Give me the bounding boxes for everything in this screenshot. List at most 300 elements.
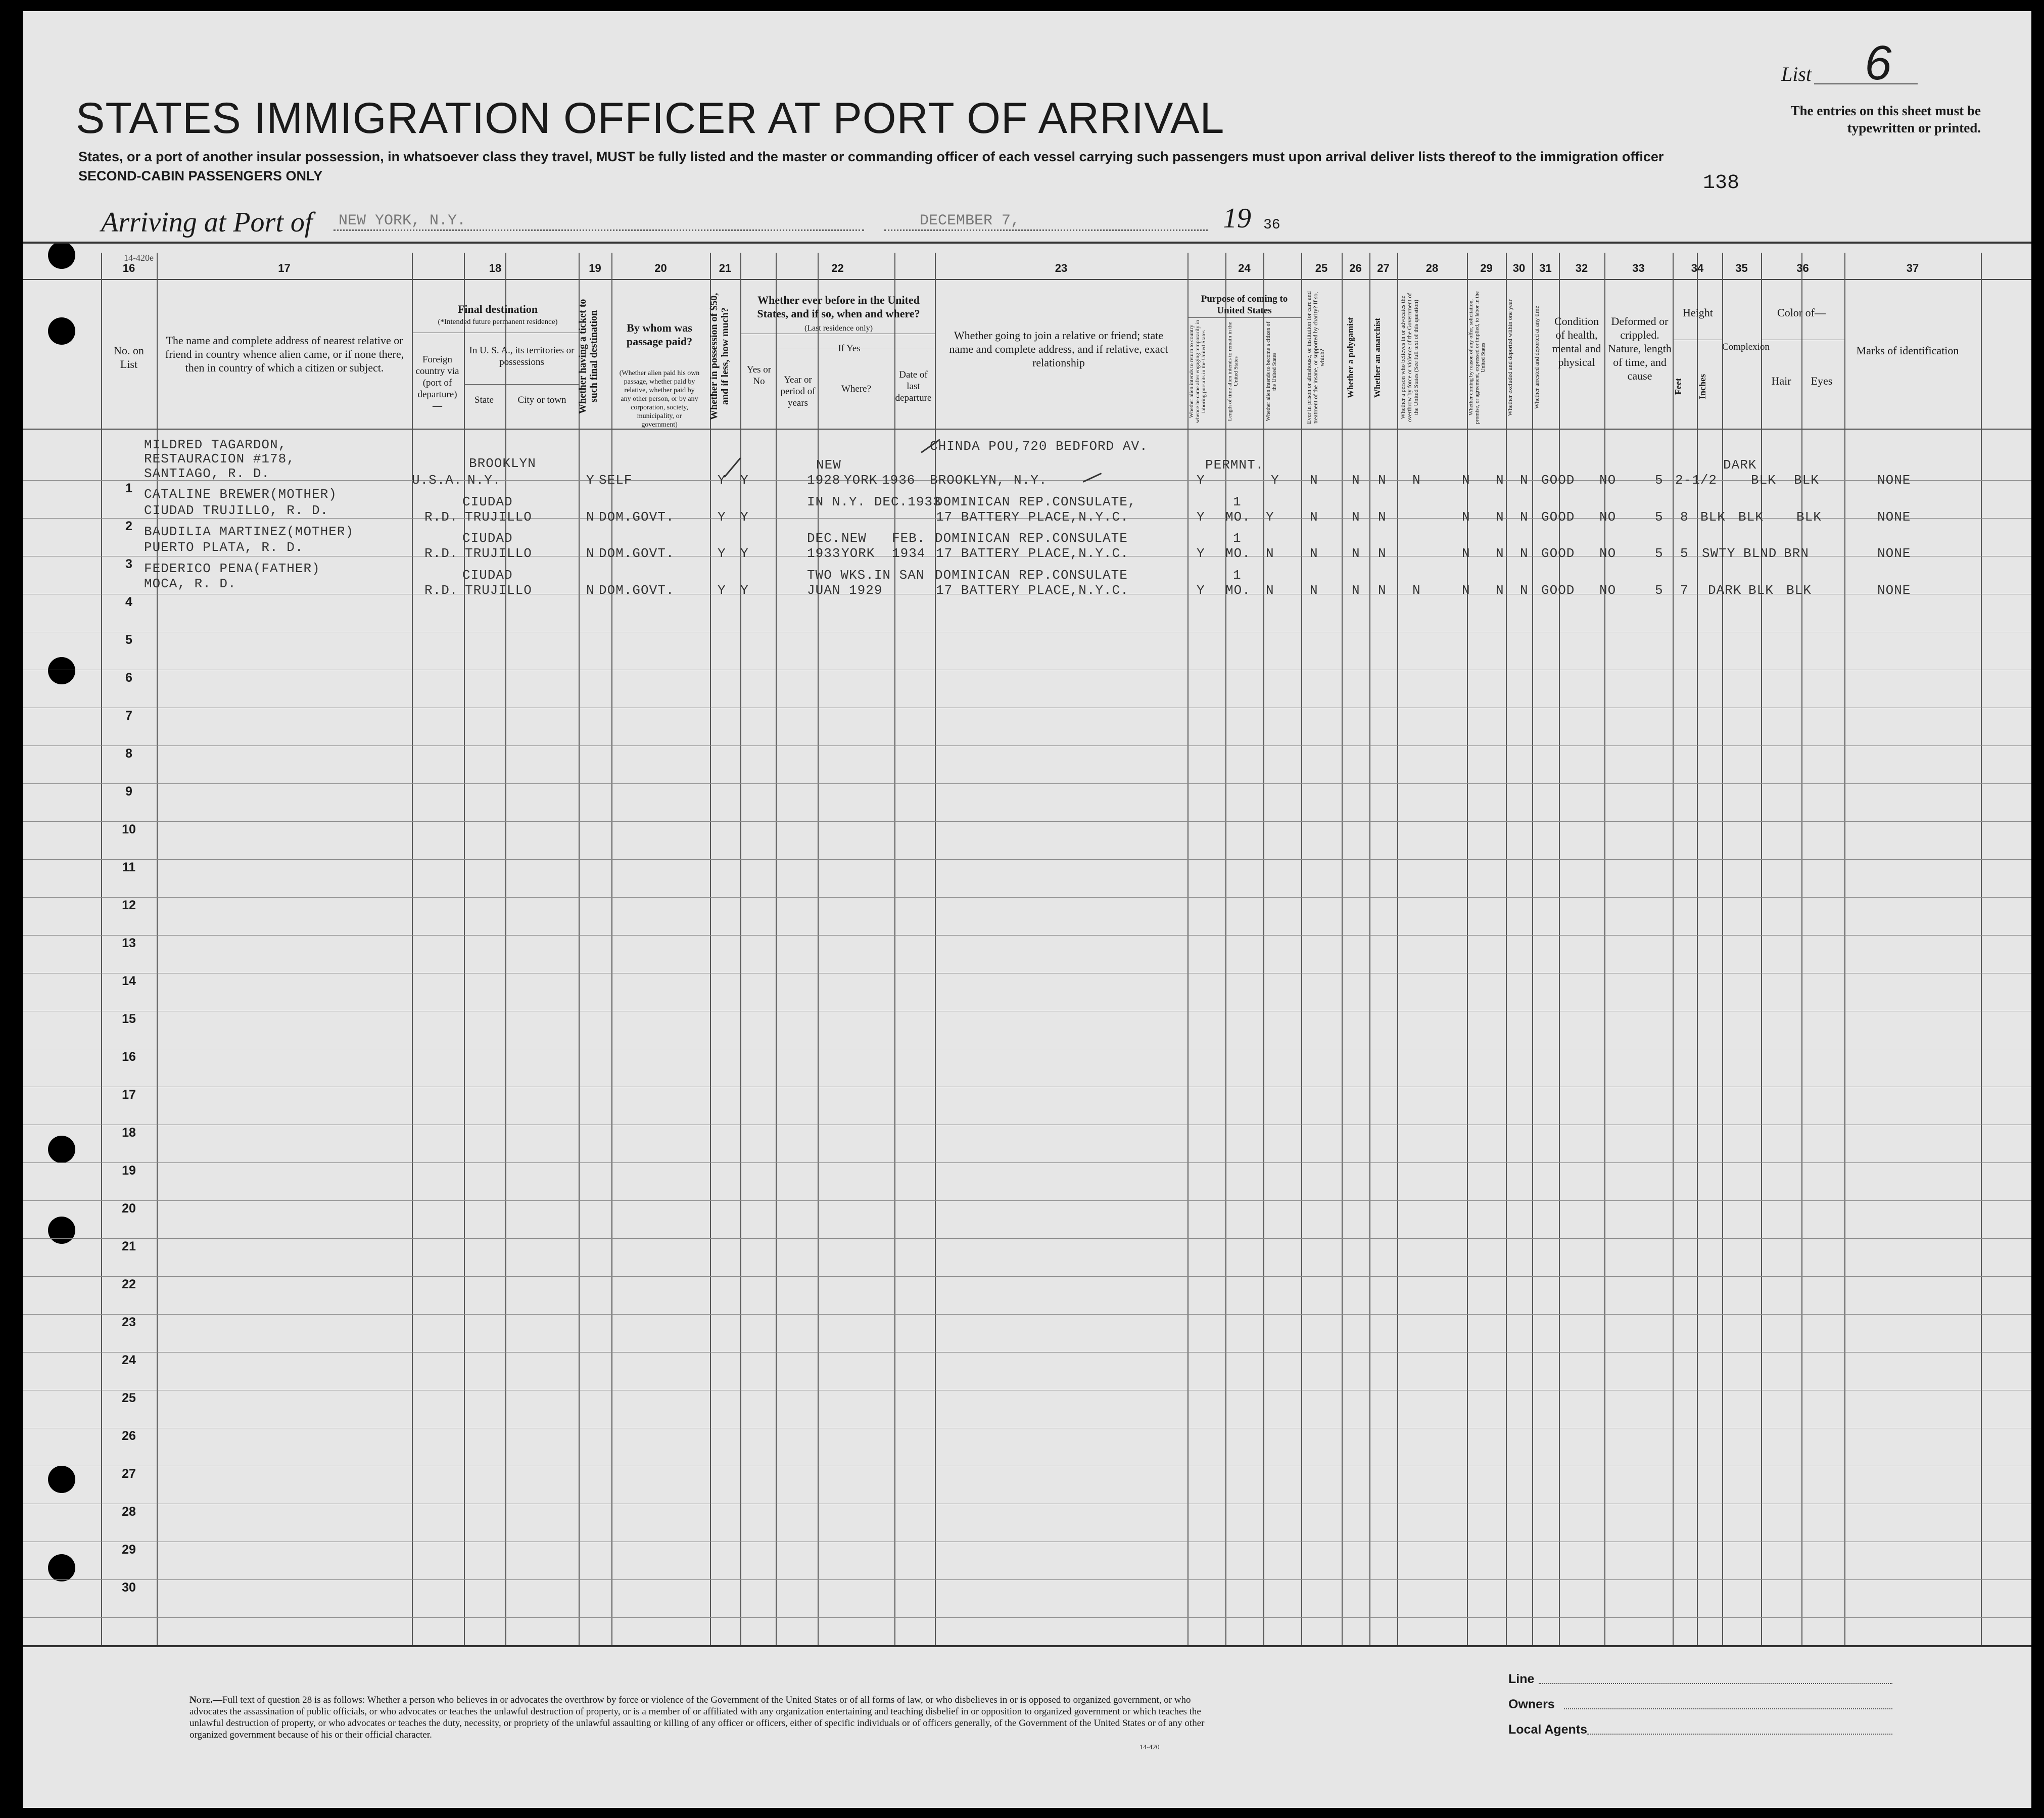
- header-where: Where?: [841, 384, 872, 394]
- row-rule: [23, 859, 2031, 860]
- header-complexion: Complexion: [1722, 342, 1770, 352]
- entry-passage: DOM.GOVT.: [599, 546, 675, 561]
- row-rule: [23, 1579, 2031, 1580]
- row-number: 22: [122, 1277, 136, 1291]
- entry-purpose-return: Y: [1197, 509, 1205, 525]
- column-number: 30: [1512, 262, 1526, 274]
- entry-c29: N: [1462, 546, 1470, 561]
- header-feet: Feet: [1673, 378, 1683, 395]
- entry-marks: NONE: [1877, 583, 1911, 598]
- entry-relative-city: MOCA, R. D.: [144, 576, 236, 591]
- header-join-relative: Whether going to join a relative or friend; state name and complete address, and if relative, exact relationship: [949, 329, 1168, 369]
- header-last-residence: (Last residence only): [804, 324, 873, 333]
- row-number: 12: [122, 898, 136, 912]
- entry-deformed: NO: [1599, 583, 1617, 598]
- column-rule: [101, 253, 102, 1645]
- entry-c30: N: [1496, 546, 1504, 561]
- column-rule: [1187, 253, 1189, 1645]
- colnum-rule: [23, 279, 2031, 280]
- header-passage-paid: By whom was passage paid?: [626, 321, 693, 348]
- entry-hair: BLK: [1738, 509, 1764, 525]
- page-number: 138: [1703, 172, 1740, 195]
- row-number: 27: [122, 1467, 136, 1481]
- header-year-period: Year or period of years: [780, 375, 816, 408]
- row-number: 30: [122, 1580, 136, 1595]
- entry-previous-stay: TWO WKS.IN SAN: [807, 568, 925, 583]
- entry-join-address: 17 BATTERY PLACE,N.Y.C.: [936, 546, 1129, 561]
- row-number: 18: [122, 1126, 136, 1140]
- column-rule: [611, 253, 612, 1645]
- entry-purpose-citizen: N: [1266, 583, 1274, 598]
- row-number: 2: [125, 519, 132, 533]
- column-rule: [1467, 253, 1468, 1645]
- cabin-class-label: SECOND-CABIN PASSENGERS ONLY: [78, 168, 323, 183]
- entry-passage: SELF: [599, 473, 633, 488]
- entry-hair: BLK: [1748, 583, 1774, 598]
- entry-city: TRUJILLO: [465, 546, 532, 561]
- entry-purpose-return: Y: [1197, 546, 1205, 561]
- entry-eyes: BRN: [1784, 546, 1809, 561]
- header-city: City or town: [517, 395, 566, 405]
- entry-join-name: DOMINICAN REP.CONSULATE: [935, 531, 1128, 546]
- row-rule: [23, 745, 2031, 746]
- binder-hole: [48, 242, 75, 269]
- entry-money: Y: [718, 509, 726, 525]
- entry-passage: DOM.GOVT.: [599, 583, 675, 598]
- entry-purpose-length: 1: [1233, 494, 1242, 509]
- row-number: 1: [125, 481, 132, 495]
- header-arrested: Whether arrested and deported at any time: [1533, 306, 1540, 409]
- header-purpose: Purpose of coming to United States: [1201, 294, 1288, 316]
- entry-year: 1928: [807, 473, 841, 488]
- row-number: 19: [122, 1163, 136, 1178]
- column-rule: [1981, 253, 1982, 1645]
- entry-join-name: CHINDA POU,720 BEDFORD AV.: [930, 439, 1148, 454]
- entry-relative-name: BAUDILIA MARTINEZ(MOTHER): [144, 524, 354, 539]
- header-foreign-country: Foreign country via (port of departure)—: [415, 354, 459, 411]
- column-number: 27: [1377, 262, 1390, 274]
- header-fifty-dollars: Whether in possession of $50, and if less, how much?: [708, 293, 731, 420]
- entry-city: TRUJILLO: [465, 583, 532, 598]
- manifest-sheet: [23, 11, 2031, 1808]
- entry-c28: N: [1412, 473, 1421, 488]
- row-number: 14: [122, 974, 136, 988]
- entry-ticket: N: [586, 546, 595, 561]
- entry-inches: 2-1/2: [1675, 473, 1718, 488]
- binder-hole: [48, 1217, 75, 1244]
- footer-form-code: 14-420: [1139, 1744, 1160, 1751]
- entry-relative-name: CATALINE BREWER(MOTHER): [144, 487, 337, 502]
- row-number: 23: [122, 1315, 136, 1329]
- form-subtitle: States, or a port of another insular possession, in whatsoever class they travel, MUST be fully listed and the master or commanding officer of each vessel carrying such passengers must upon arrival deliver lists thereof to the immigration officer: [78, 149, 1664, 164]
- entry-city: BROOKLYN: [469, 456, 536, 471]
- entry-c25: N: [1310, 473, 1318, 488]
- header-hair: Hair: [1771, 375, 1791, 387]
- row-number: 28: [122, 1505, 136, 1519]
- header-prison: Ever in prison or almshouse, or institution for care and treatment of the insane, or supported by charity? If so, which?: [1305, 291, 1325, 424]
- entry-c27: N: [1378, 509, 1387, 525]
- entry-c25: N: [1310, 546, 1318, 561]
- entry-c31: N: [1520, 509, 1529, 525]
- binder-hole: [48, 1554, 75, 1581]
- footnote: [189, 1694, 1210, 1741]
- entry-where: NEW: [841, 531, 867, 546]
- entry-purpose-return: Y: [1197, 583, 1205, 598]
- entry-money: Y: [718, 473, 726, 488]
- entry-purpose-length: MO.: [1225, 583, 1251, 598]
- header-final-destination-sub: (*Intended future permanent residence): [438, 318, 558, 326]
- entry-departure: FEB.: [892, 531, 926, 546]
- header-state: State: [474, 395, 494, 405]
- header-passage-paid-sub: (Whether alien paid his own passage, whether paid by relative, whether paid by any other person, or by any corporation, society, municipality, or government): [619, 369, 700, 429]
- row-rule: [23, 1162, 2031, 1163]
- entry-previous-stay: IN N.Y. DEC.1933: [807, 494, 941, 509]
- port-line: [334, 229, 864, 231]
- entry-previous-stay: JUAN 1929: [807, 583, 883, 598]
- header-last-departure: Date of last departure: [895, 369, 932, 403]
- entry-relative-name: FEDERICO PENA(FATHER): [144, 561, 320, 576]
- row-number: 5: [125, 633, 132, 647]
- table-top-rule: [23, 242, 2031, 244]
- row-number: 16: [122, 1050, 136, 1064]
- entries-note: The entries on this sheet must be typewritten or printed.: [1790, 103, 1981, 135]
- row-number: 3: [125, 557, 132, 571]
- entry-join-name: DOMINICAN REP.CONSULATE,: [935, 494, 1136, 509]
- column-rule: [1604, 253, 1605, 1645]
- local-agents-field: [1587, 1734, 1892, 1735]
- column-rule: [935, 253, 936, 1645]
- entry-c30: N: [1496, 509, 1504, 525]
- column-rule: [1761, 253, 1762, 1645]
- entry-join-name: DOMINICAN REP.CONSULATE: [935, 568, 1128, 583]
- entry-health: GOOD: [1541, 583, 1575, 598]
- entry-c27: N: [1378, 546, 1387, 561]
- header-deformed: Deformed or crippled. Nature, length of time, and cause: [1608, 315, 1672, 382]
- header-anarchist: Whether an anarchist: [1372, 317, 1382, 398]
- owners-label: Owners: [1508, 1697, 1555, 1711]
- table-bottom-rule: [23, 1645, 2031, 1647]
- entry-foreign-country: U.S.A.: [412, 473, 462, 488]
- entry-feet: 5: [1655, 546, 1663, 561]
- column-rule: [464, 253, 465, 1645]
- arriving-label: Arriving at Port of: [101, 207, 313, 238]
- entry-marks: NONE: [1877, 509, 1911, 525]
- header-list-number: No. on List: [114, 344, 144, 370]
- column-number: 21: [719, 262, 732, 274]
- entry-marks: NONE: [1877, 473, 1911, 488]
- column-number: 19: [589, 262, 601, 274]
- column-number: 35: [1735, 262, 1748, 274]
- subheader-rule: [1187, 317, 1301, 318]
- column-number: 26: [1349, 262, 1362, 274]
- header-usa: In U. S. A., its territories or possessions: [469, 345, 575, 367]
- entry-feet: 5: [1655, 509, 1663, 525]
- row-rule: [23, 897, 2031, 898]
- column-number: 36: [1796, 262, 1809, 274]
- header-ticket: Whether having a ticket to such final destination: [577, 299, 599, 414]
- entry-c31: N: [1520, 546, 1529, 561]
- entry-join-address: 17 BATTERY PLACE,N.Y.C.: [936, 583, 1129, 598]
- entry-purpose-citizen: N: [1266, 546, 1274, 561]
- header-overthrow: Whether a person who believes in or advocates the overthrow by force or violence of the Government of the United States (See full text of this question): [1399, 293, 1419, 423]
- row-number: 13: [122, 936, 136, 950]
- column-number: 20: [654, 262, 667, 274]
- entry-c30: N: [1496, 473, 1504, 488]
- header-eyes: Eyes: [1811, 375, 1833, 387]
- entry-c30: N: [1496, 583, 1504, 598]
- entry-purpose-citizen: Y: [1266, 509, 1274, 525]
- entry-inches: 5: [1680, 546, 1689, 561]
- entry-inches: 7: [1680, 583, 1689, 598]
- row-number: 9: [125, 784, 132, 799]
- header-health: Condition of health, mental and physical: [1552, 315, 1601, 368]
- entry-passage: DOM.GOVT.: [599, 509, 675, 525]
- header-inches: Inches: [1697, 374, 1707, 400]
- entry-relative-address: RESTAURACION #178,: [144, 451, 295, 467]
- entry-c29: N: [1462, 583, 1470, 598]
- column-number: 32: [1575, 262, 1588, 274]
- entry-health: GOOD: [1541, 509, 1575, 525]
- row-rule: [23, 935, 2031, 936]
- column-rule: [1697, 253, 1698, 1645]
- binder-hole: [48, 317, 75, 345]
- header-excluded: Whether excluded and deported within one year: [1506, 299, 1513, 416]
- year-suffix: 36: [1263, 217, 1280, 233]
- row-number: 17: [122, 1088, 136, 1102]
- header-purpose-citizen: Whether alien intends to become a citizen of the United States: [1265, 321, 1277, 422]
- entry-relative-city: CIUDAD TRUJILLO, R. D.: [144, 503, 329, 518]
- entry-relative-city: SANTIAGO, R. D.: [144, 466, 270, 481]
- entry-city: CIUDAD: [462, 531, 513, 546]
- column-number: 18: [489, 262, 502, 274]
- entry-where: YORK: [844, 473, 878, 488]
- entry-foreign-country: R.D.: [424, 509, 458, 525]
- entry-c29: N: [1462, 473, 1470, 488]
- column-rule: [894, 253, 895, 1645]
- entry-deformed: NO: [1599, 509, 1617, 525]
- entry-city: CIUDAD: [462, 494, 513, 509]
- entry-health: GOOD: [1541, 473, 1575, 488]
- form-title: STATES IMMIGRATION OFFICER AT PORT OF ARRIVAL: [76, 94, 1225, 143]
- date-value: DECEMBER 7,: [920, 212, 1020, 229]
- column-rule: [412, 253, 413, 1645]
- column-rule: [1532, 253, 1533, 1645]
- entry-deformed: NO: [1599, 473, 1617, 488]
- footnote-label: Note.: [189, 1695, 213, 1705]
- entry-ever-before: Y: [740, 583, 749, 598]
- column-rule: [776, 253, 777, 1645]
- column-number: 28: [1425, 262, 1439, 274]
- entry-c29: N: [1462, 509, 1470, 525]
- header-if-yes: If Yes—: [838, 343, 870, 354]
- column-rule: [1559, 253, 1560, 1645]
- column-rule: [1397, 253, 1398, 1645]
- header-polygamist: Whether a polygamist: [1346, 317, 1355, 398]
- entry-c26: N: [1352, 546, 1360, 561]
- subheader-rule: [464, 384, 579, 385]
- entry-foreign-country: R.D.: [424, 583, 458, 598]
- entry-ever-before: Y: [740, 546, 749, 561]
- owners-field: [1564, 1708, 1892, 1709]
- entry-c26: N: [1352, 473, 1360, 488]
- entry-c27: N: [1378, 583, 1387, 598]
- row-number: 25: [122, 1391, 136, 1405]
- entry-departure: 1934: [892, 546, 926, 561]
- date-line: [884, 229, 1208, 231]
- entry-relative-city: PUERTO PLATA, R. D.: [144, 540, 304, 555]
- column-number: 24: [1238, 262, 1251, 274]
- column-rule: [740, 253, 741, 1645]
- form-number: 14-420e: [124, 253, 154, 263]
- entry-money: Y: [718, 583, 726, 598]
- column-number: 37: [1906, 262, 1919, 274]
- header-color: Color of—: [1777, 306, 1826, 319]
- entry-join-address: BROOKLYN, N.Y.: [930, 473, 1048, 488]
- entry-purpose-citizen: Y: [1271, 473, 1279, 488]
- row-rule: [23, 821, 2031, 822]
- column-number: 31: [1539, 262, 1552, 274]
- entry-c28: N: [1412, 583, 1421, 598]
- entry-ever-before: Y: [740, 473, 749, 488]
- entry-marks: NONE: [1877, 546, 1911, 561]
- column-rule: [579, 253, 580, 1645]
- entry-where: NEW: [816, 457, 841, 473]
- entry-c25: N: [1310, 583, 1318, 598]
- entry-purpose-length: 1: [1233, 531, 1242, 546]
- column-number: 34: [1691, 262, 1704, 274]
- column-rule: [1801, 253, 1802, 1645]
- row-rule: [23, 1314, 2031, 1315]
- entry-health: GOOD: [1541, 546, 1575, 561]
- entry-city: CIUDAD: [462, 568, 513, 583]
- entry-eyes: BLK: [1796, 509, 1822, 525]
- line-field: [1539, 1683, 1892, 1684]
- header-yes-no: Yes or No: [746, 364, 772, 387]
- row-rule: [23, 1276, 2031, 1277]
- entry-complexion: SWTY: [1702, 546, 1736, 561]
- row-number: 10: [122, 822, 136, 836]
- entry-relative-name: MILDRED TAGARDON,: [144, 437, 287, 452]
- header-labor-offer: Whether coming by reason of any offer, solicitation, promise, or agreement, expressed or implied, to labor in the United States: [1468, 291, 1486, 424]
- entry-purpose-return: Y: [1197, 473, 1205, 488]
- entry-year: 1933: [807, 546, 841, 561]
- column-number: 22: [831, 262, 844, 274]
- entry-year: DEC.: [807, 531, 841, 546]
- entry-hair: BLK: [1794, 473, 1819, 488]
- entry-complexion: BLK: [1700, 509, 1726, 525]
- column-number: 17: [278, 262, 291, 274]
- row-number: 21: [122, 1239, 136, 1253]
- header-purpose-length: Length of time alien intends to remain in the United States: [1227, 321, 1239, 422]
- entry-c31: N: [1520, 583, 1529, 598]
- entry-complexion: DARK: [1723, 457, 1757, 473]
- header-height: Height: [1683, 306, 1713, 319]
- column-number: 16: [122, 262, 135, 274]
- column-rule: [1342, 253, 1343, 1645]
- entry-hair: BLND: [1743, 546, 1777, 561]
- entry-purpose-length: MO.: [1225, 546, 1251, 561]
- row-number: 15: [122, 1012, 136, 1026]
- column-number: 23: [1055, 262, 1068, 274]
- row-number: 8: [125, 747, 132, 761]
- entry-c25: N: [1310, 509, 1318, 525]
- column-number: 29: [1480, 262, 1493, 274]
- row-rule: [23, 783, 2031, 784]
- entry-purpose-length: PERMNT.: [1205, 457, 1264, 473]
- port-value: NEW YORK, N.Y.: [339, 212, 466, 229]
- entry-join-address: 17 BATTERY PLACE,N.Y.C.: [936, 509, 1129, 525]
- header-ever-before: Whether ever before in the United States, and if so, when and where?: [757, 294, 920, 320]
- entry-complexion: BLK: [1751, 473, 1776, 488]
- row-rule: [23, 1617, 2031, 1618]
- header-marks: Marks of identification: [1856, 344, 1959, 357]
- row-number: 11: [122, 860, 136, 874]
- entry-ticket: Y: [586, 473, 595, 488]
- row-rule: [23, 1352, 2031, 1353]
- row-number: 4: [125, 595, 132, 609]
- binder-hole: [48, 1466, 75, 1493]
- entry-ever-before: Y: [740, 509, 749, 525]
- footnote-text: —Full text of question 28 is as follows: Whether a person who believes in or advocates the overthrow by force or violence of the Government of the United States or of all forms of law, or who disbelieves in or is opposed to organized government, or who advocates the assassination of public officials, or who advocates or teaches the unlawful destruction of property, or is a member of or affiliated with any organization entertaining and teaching disbelief in or opposition to organized government or which teaches the unlawful destruction of property, or who advocates or teaches the duty, necessity, or propriety of the unlawful assaulting or killing of any officer or officers, either of specific individuals or of officers generally, of the Government of the United States or of any other organized government because of his or their official character.: [189, 1695, 1205, 1740]
- binder-hole: [48, 1136, 75, 1163]
- row-number: 24: [122, 1353, 136, 1367]
- entry-c31: N: [1520, 473, 1529, 488]
- column-rule: [1369, 253, 1370, 1645]
- entry-c26: N: [1352, 509, 1360, 525]
- row-rule: [23, 1200, 2031, 1201]
- entry-eyes: BLK: [1786, 583, 1812, 598]
- column-rule: [1844, 253, 1845, 1645]
- row-number: 20: [122, 1201, 136, 1216]
- entry-ticket: N: [586, 583, 595, 598]
- list-label: List: [1781, 63, 1812, 85]
- row-number: 6: [125, 671, 132, 685]
- entry-feet: 5: [1655, 583, 1663, 598]
- column-rule: [710, 253, 711, 1645]
- entry-ticket: N: [586, 509, 595, 525]
- binder-hole: [48, 657, 75, 684]
- header-nearest-relative: The name and complete address of nearest relative or friend in country whence alien came, or if none there, then in country of which a citizen or subject.: [165, 334, 404, 374]
- entry-purpose-length: 1: [1233, 568, 1242, 583]
- row-number: 26: [122, 1429, 136, 1443]
- entry-deformed: NO: [1599, 546, 1617, 561]
- entry-money: Y: [718, 546, 726, 561]
- entry-city: TRUJILLO: [465, 509, 532, 525]
- line-label: Line: [1508, 1672, 1535, 1686]
- column-rule: [1301, 253, 1302, 1645]
- entry-departure: 1936: [882, 473, 916, 488]
- header-purpose-return: Whether alien intends to return to country whence he came after engaging temporarily in laboring pursuits in the United States: [1189, 320, 1207, 424]
- row-rule: [23, 1238, 2031, 1239]
- column-number: 33: [1632, 262, 1645, 274]
- entry-inches: 8: [1680, 509, 1689, 525]
- year-prefix: 19: [1223, 203, 1251, 234]
- entry-complexion: DARK: [1708, 583, 1742, 598]
- entry-c27: N: [1378, 473, 1387, 488]
- column-rule: [1673, 253, 1674, 1645]
- local-agents-label: Local Agents: [1508, 1722, 1588, 1737]
- list-number: 6: [1865, 36, 1892, 90]
- row-number: 29: [122, 1543, 136, 1557]
- header-final-destination: Final destination: [457, 303, 538, 315]
- entry-where: YORK: [841, 546, 875, 561]
- row-number: 7: [125, 709, 132, 723]
- entry-purpose-length: MO.: [1225, 509, 1251, 525]
- entry-c26: N: [1352, 583, 1360, 598]
- header-bottom-rule: [23, 429, 2031, 430]
- column-number: 25: [1315, 262, 1328, 274]
- column-rule: [1506, 253, 1507, 1645]
